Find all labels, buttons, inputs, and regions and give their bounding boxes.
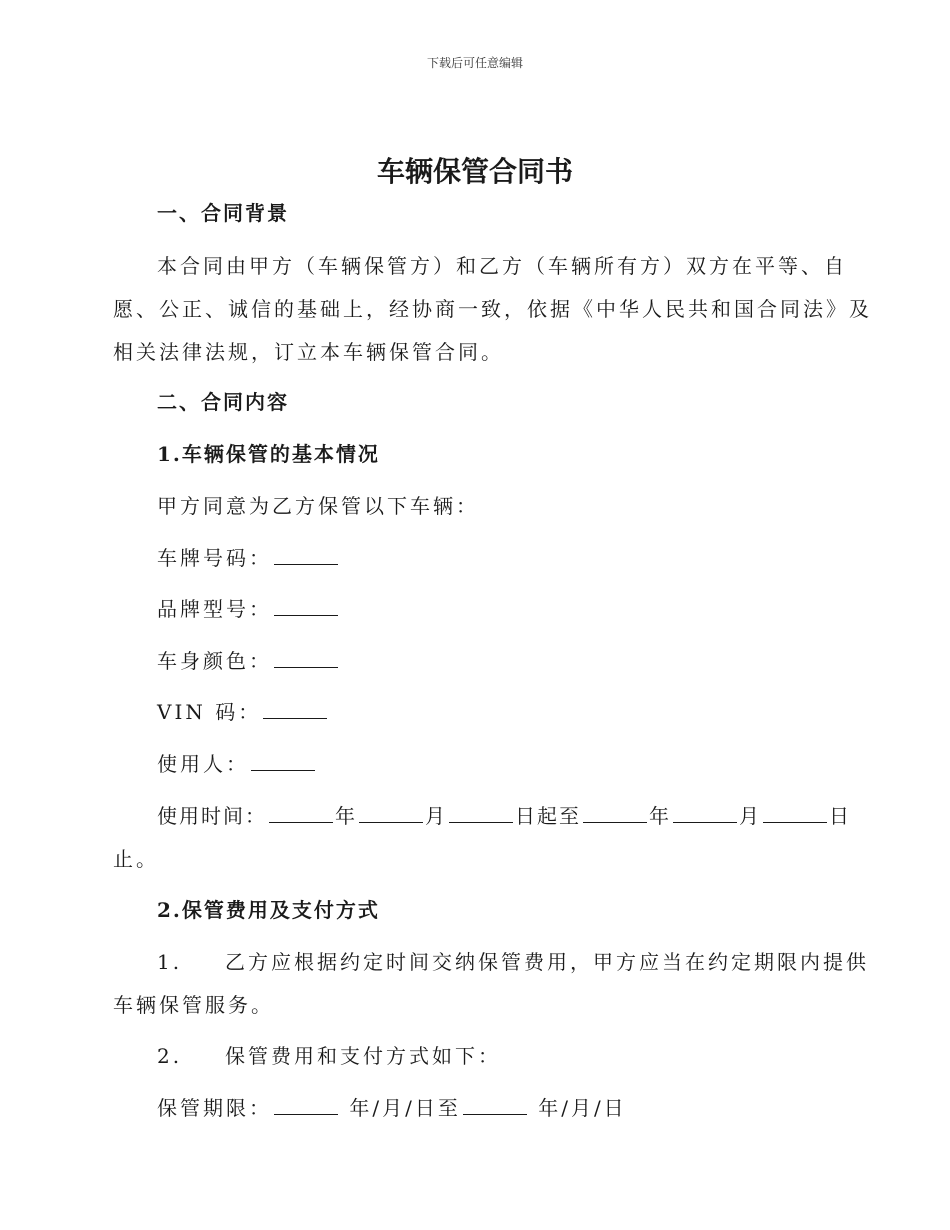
end-month-unit: 月 [739, 804, 761, 828]
start-day-blank[interactable] [449, 804, 513, 823]
vin-label: VIN 码： [157, 700, 262, 724]
brand-model-label: 品牌型号： [157, 597, 272, 621]
start-year-unit: 年 [335, 804, 357, 828]
section-heading-background: 一、合同背景 [157, 201, 289, 225]
storage-end-blank[interactable] [463, 1096, 527, 1115]
storage-period-label: 保管期限： [157, 1096, 272, 1120]
storage-end-date-units: 年/月/日 [538, 1096, 627, 1120]
background-paragraph-line-3: 相关法律法规，订立本车辆保管合同。 [113, 340, 504, 364]
brand-model-blank[interactable] [274, 597, 338, 616]
end-year-blank[interactable] [583, 804, 647, 823]
plate-number-blank[interactable] [274, 546, 338, 565]
usage-time-label: 使用时间： [157, 804, 267, 828]
body-color-label: 车身颜色： [157, 649, 272, 673]
fee-item-1-text: 乙方应根据约定时间交纳保管费用，甲方应当在约定期限内提供 [225, 950, 869, 974]
section-heading-content: 二、合同内容 [157, 390, 289, 414]
fee-item-1-line-2: 车辆保管服务。 [113, 993, 274, 1017]
storage-start-date-units: 年/月/日至 [349, 1096, 461, 1120]
plate-number-label: 车牌号码： [157, 546, 272, 570]
user-row [157, 748, 317, 777]
start-month-blank[interactable] [359, 804, 423, 823]
storage-start-blank[interactable] [274, 1096, 338, 1115]
usage-time-end: 止。 [113, 847, 159, 871]
vin-blank[interactable] [263, 700, 327, 719]
brand-model-row [157, 593, 340, 622]
body-color-row [157, 645, 340, 674]
body-color-blank[interactable] [274, 649, 338, 668]
plate-number-row [157, 542, 340, 571]
end-day-unit: 日 [829, 804, 851, 828]
end-month-blank[interactable] [673, 804, 737, 823]
user-blank[interactable] [251, 752, 315, 771]
subsection-heading-vehicle-info: 1.车辆保管的基本情况 [157, 442, 380, 466]
end-day-blank[interactable] [763, 804, 827, 823]
page-header-note: 下载后可任意编辑 [426, 56, 523, 70]
start-year-blank[interactable] [269, 804, 333, 823]
subsection-heading-fees: 2.保管费用及支付方式 [157, 898, 380, 922]
start-day-unit: 日起至 [515, 804, 581, 828]
end-year-unit: 年 [649, 804, 671, 828]
document-title: 车辆保管合同书 [376, 155, 573, 188]
storage-period-row [157, 1092, 627, 1121]
vin-row [157, 696, 329, 725]
fee-item-1 [157, 946, 869, 975]
usage-time-row [157, 800, 851, 829]
fee-item-2 [157, 1040, 501, 1069]
user-label: 使用人： [157, 752, 249, 776]
start-month-unit: 月 [425, 804, 447, 828]
background-paragraph-line-1: 本合同由甲方（车辆保管方）和乙方（车辆所有方）双方在平等、自 [157, 254, 847, 278]
fee-item-1-number: 1. [157, 950, 183, 974]
vehicle-intro: 甲方同意为乙方保管以下车辆： [157, 494, 479, 518]
fee-item-2-number: 2. [157, 1044, 183, 1068]
fee-item-2-text: 保管费用和支付方式如下： [225, 1044, 501, 1068]
background-paragraph-line-2: 愿、公正、诚信的基础上，经协商一致，依据《中华人民共和国合同法》及 [113, 297, 872, 321]
